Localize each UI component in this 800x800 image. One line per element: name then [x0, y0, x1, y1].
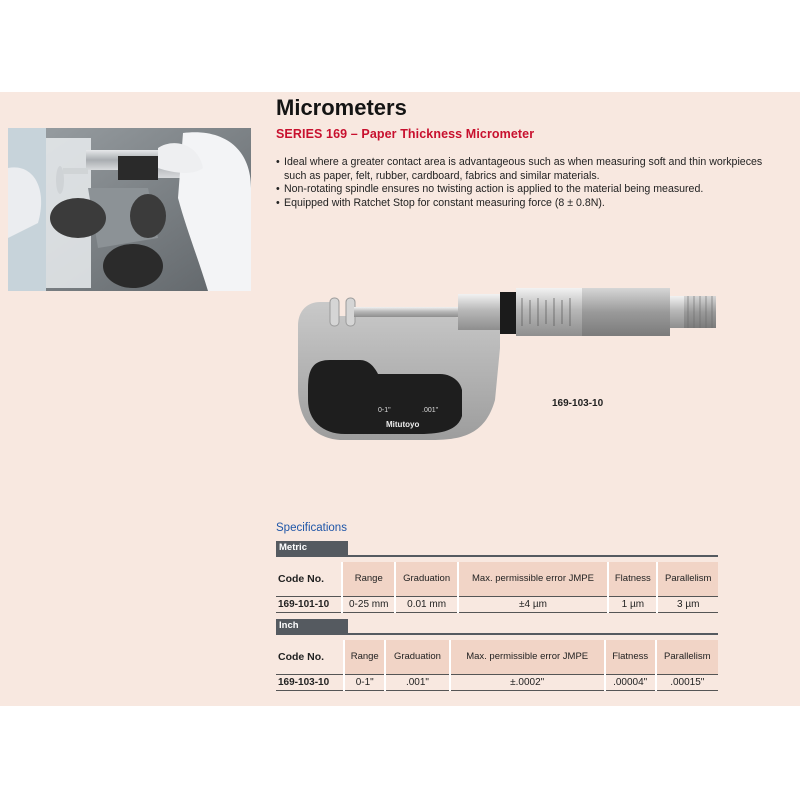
inch-section-rule	[276, 633, 718, 635]
column-header: Flatness	[608, 562, 657, 597]
table-row	[276, 675, 718, 691]
series-subtitle: SERIES 169 – Paper Thickness Micrometer	[276, 127, 535, 141]
table-cell: .00015"	[656, 675, 718, 691]
column-header: Parallelism	[657, 562, 718, 597]
column-header: Range	[342, 562, 395, 597]
column-header: Graduation	[395, 562, 457, 597]
column-header: Flatness	[605, 640, 656, 675]
column-header: Code No.	[276, 562, 342, 597]
inch-section-label: Inch	[276, 619, 348, 633]
table-header-row	[276, 640, 718, 675]
micrometer-illustration	[290, 288, 770, 448]
table-row	[276, 597, 718, 613]
column-header: Graduation	[385, 640, 449, 675]
column-header: Parallelism	[656, 640, 718, 675]
column-header: Range	[344, 640, 385, 675]
table-cell: 1 µm	[608, 597, 657, 613]
table-cell: 0.01 mm	[395, 597, 457, 613]
table-header-row	[276, 562, 718, 597]
table-cell: 169-101-10	[276, 597, 342, 613]
metric-section-label: Metric	[276, 541, 348, 555]
feature-item: • Ideal where a greater contact area is advantageous such as when measuring soft and thin workpieces such as paper, felt, rubber, cardboard, fabrics and similar materials.	[276, 156, 786, 183]
page-title: Micrometers	[276, 95, 407, 120]
frame-brand-text: Mitutoyo	[386, 420, 420, 429]
product-model-label: 169-103-10	[552, 398, 604, 409]
feature-list	[276, 156, 786, 210]
feature-item: • Non-rotating spindle ensures no twisting action is applied to the material being measured.	[276, 183, 786, 197]
table-cell: 169-103-10	[276, 675, 344, 691]
product-usage-photo	[8, 128, 251, 291]
column-header: Max. permissible error JMPE	[450, 640, 605, 675]
table-cell: 0-1"	[344, 675, 385, 691]
specifications-title: Specifications	[276, 522, 347, 534]
table-cell: .001"	[385, 675, 449, 691]
table-cell: ±.0002"	[450, 675, 605, 691]
feature-item: • Equipped with Ratchet Stop for constant measuring force (8 ± 0.8N).	[276, 197, 786, 211]
table-cell: 3 µm	[657, 597, 718, 613]
inch-spec-table	[276, 640, 718, 691]
table-cell: 0-25 mm	[342, 597, 395, 613]
table-cell: ±4 µm	[458, 597, 608, 613]
metric-spec-table	[276, 562, 718, 613]
frame-range-text: 0-1"	[378, 407, 391, 414]
column-header: Max. permissible error JMPE	[458, 562, 608, 597]
column-header: Code No.	[276, 640, 344, 675]
metric-section-rule	[276, 555, 718, 557]
frame-graduation-text: .001"	[422, 407, 439, 414]
table-cell: .00004"	[605, 675, 656, 691]
